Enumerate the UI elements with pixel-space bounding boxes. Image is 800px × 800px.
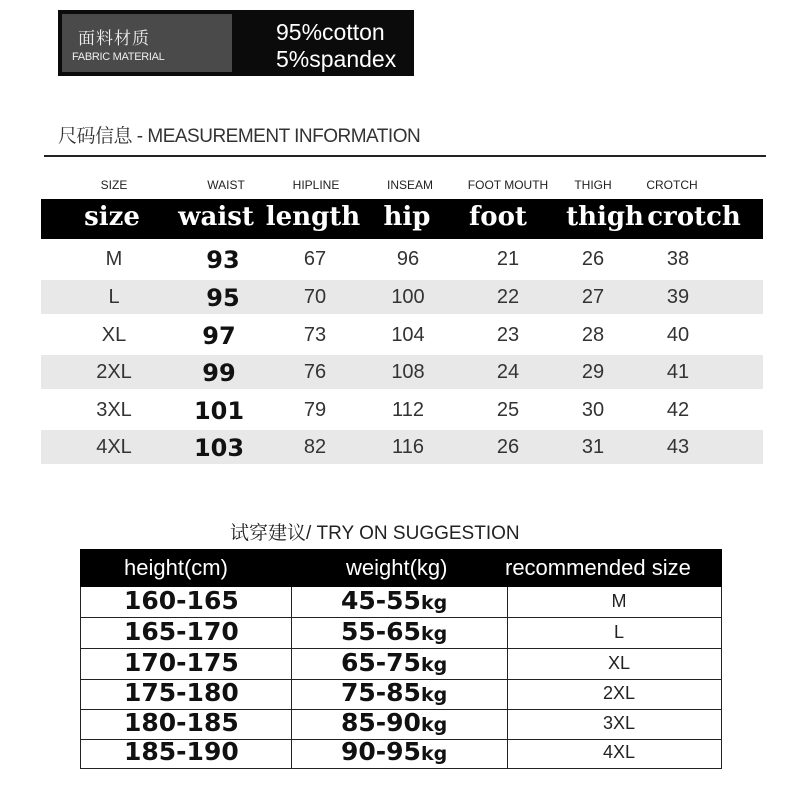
sub-header-hipline: HIPLINE xyxy=(292,178,340,192)
try-on-row xyxy=(80,618,722,649)
cell-length: 70 xyxy=(303,286,327,308)
weight-unit: kg xyxy=(420,623,448,645)
measurement-row xyxy=(41,430,763,464)
cell-crotch: 41 xyxy=(666,361,690,383)
cell-crotch: 38 xyxy=(666,248,690,270)
weight-value: 75-85 xyxy=(341,678,421,707)
cell-size: 4XL xyxy=(96,436,132,458)
measurement-sub-headers xyxy=(0,178,800,194)
header-foot: foot xyxy=(469,202,527,232)
cell-recommended-size: 4XL xyxy=(602,742,636,762)
cell-waist: 95 xyxy=(206,284,240,312)
cell-foot: 26 xyxy=(496,436,520,458)
cell-crotch: 39 xyxy=(666,286,690,308)
weight-value: 45-55 xyxy=(341,586,421,615)
try-on-row xyxy=(80,709,722,740)
fabric-line-cotton: 95%cotton xyxy=(276,19,385,45)
measurement-divider xyxy=(44,155,766,157)
measurement-row xyxy=(41,318,763,352)
cell-height: 170-175 xyxy=(124,648,239,677)
sub-header-size: SIZE xyxy=(100,178,128,192)
cell-hip: 96 xyxy=(396,248,420,270)
cell-waist: 93 xyxy=(206,246,240,274)
header-size: size xyxy=(84,202,140,232)
cell-hip: 104 xyxy=(391,324,425,346)
sub-header-waist: WAIST xyxy=(207,178,245,192)
cell-size: XL xyxy=(101,324,127,346)
fabric-material-box xyxy=(58,10,414,76)
weight-unit: kg xyxy=(420,592,448,614)
try-on-row xyxy=(80,587,722,618)
cell-waist: 99 xyxy=(202,359,236,387)
cell-weight xyxy=(341,586,447,615)
cell-size: 2XL xyxy=(96,361,132,383)
cell-size: L xyxy=(108,286,120,308)
sub-header-inseam: INSEAM xyxy=(386,178,434,192)
cell-recommended-size: XL xyxy=(607,653,631,673)
measurement-row xyxy=(41,280,763,314)
fabric-label-box xyxy=(62,14,232,72)
cell-foot: 22 xyxy=(496,286,520,308)
cell-recommended-size: M xyxy=(611,591,627,611)
cell-length: 79 xyxy=(303,399,327,421)
header-crotch: crotch xyxy=(647,202,741,232)
header-height: height(cm) xyxy=(124,555,228,580)
cell-recommended-size: 3XL xyxy=(602,713,636,733)
cell-thigh: 30 xyxy=(581,399,605,421)
sub-header-crotch: CROTCH xyxy=(646,178,698,192)
cell-weight xyxy=(341,648,447,677)
weight-value: 55-65 xyxy=(341,617,421,646)
measurement-header-band xyxy=(41,199,763,239)
header-thigh: thigh xyxy=(566,202,644,232)
cell-waist: 101 xyxy=(193,397,245,425)
measurement-title: 尺码信息 - MEASUREMENT INFORMATION xyxy=(58,126,421,147)
weight-unit: kg xyxy=(420,684,448,706)
cell-thigh: 26 xyxy=(581,248,605,270)
sub-header-thigh: THIGH xyxy=(574,178,612,192)
header-recommended-size: recommended size xyxy=(505,555,691,580)
cell-weight xyxy=(341,737,447,766)
cell-length: 76 xyxy=(303,361,327,383)
header-hip: hip xyxy=(383,202,431,232)
header-weight: weight(kg) xyxy=(346,555,448,580)
fabric-line-spandex: 5%spandex xyxy=(276,46,397,72)
cell-length: 73 xyxy=(303,324,327,346)
cell-foot: 25 xyxy=(496,399,520,421)
cell-weight xyxy=(341,617,447,646)
cell-height: 180-185 xyxy=(124,708,239,737)
cell-thigh: 27 xyxy=(581,286,605,308)
try-on-row xyxy=(80,649,722,680)
cell-hip: 108 xyxy=(391,361,425,383)
try-on-title: 试穿建议/ TRY ON SUGGESTION xyxy=(230,523,520,544)
weight-unit: kg xyxy=(420,654,448,676)
cell-weight xyxy=(341,678,447,707)
cell-height: 160-165 xyxy=(124,586,239,615)
measurement-row xyxy=(41,355,763,389)
cell-foot: 24 xyxy=(496,361,520,383)
cell-weight xyxy=(341,708,447,737)
cell-crotch: 40 xyxy=(666,324,690,346)
try-on-header-band xyxy=(80,549,722,587)
try-on-table xyxy=(80,549,722,768)
measurement-row xyxy=(41,393,763,427)
sub-header-foot-mouth: FOOT MOUTH xyxy=(467,178,549,192)
cell-recommended-size: L xyxy=(613,622,625,642)
cell-recommended-size: 2XL xyxy=(602,683,636,703)
cell-foot: 23 xyxy=(496,324,520,346)
cell-waist: 103 xyxy=(193,434,245,462)
cell-crotch: 42 xyxy=(666,399,690,421)
try-on-row xyxy=(80,738,722,769)
weight-value: 85-90 xyxy=(341,708,421,737)
cell-length: 82 xyxy=(303,436,327,458)
cell-length: 67 xyxy=(303,248,327,270)
cell-height: 165-170 xyxy=(124,617,239,646)
header-length: length xyxy=(265,202,361,232)
header-waist: waist xyxy=(178,202,254,232)
try-on-row xyxy=(80,679,722,710)
cell-thigh: 29 xyxy=(581,361,605,383)
weight-unit: kg xyxy=(420,743,448,765)
cell-waist: 97 xyxy=(202,322,236,350)
weight-unit: kg xyxy=(420,714,448,736)
cell-thigh: 28 xyxy=(581,324,605,346)
cell-size: M xyxy=(105,248,123,270)
cell-foot: 21 xyxy=(496,248,520,270)
cell-size: 3XL xyxy=(96,399,132,421)
cell-hip: 112 xyxy=(392,399,424,421)
weight-value: 65-75 xyxy=(341,648,421,677)
cell-height: 175-180 xyxy=(124,678,239,707)
cell-crotch: 43 xyxy=(666,436,690,458)
fabric-label-cn: 面料材质 xyxy=(78,29,150,49)
cell-hip: 100 xyxy=(391,286,425,308)
fabric-label-en: FABRIC MATERIAL xyxy=(72,51,165,63)
cell-height: 185-190 xyxy=(124,737,239,766)
measurement-row xyxy=(41,242,763,276)
cell-thigh: 31 xyxy=(581,436,605,458)
cell-hip: 116 xyxy=(392,436,424,458)
weight-value: 90-95 xyxy=(341,737,421,766)
